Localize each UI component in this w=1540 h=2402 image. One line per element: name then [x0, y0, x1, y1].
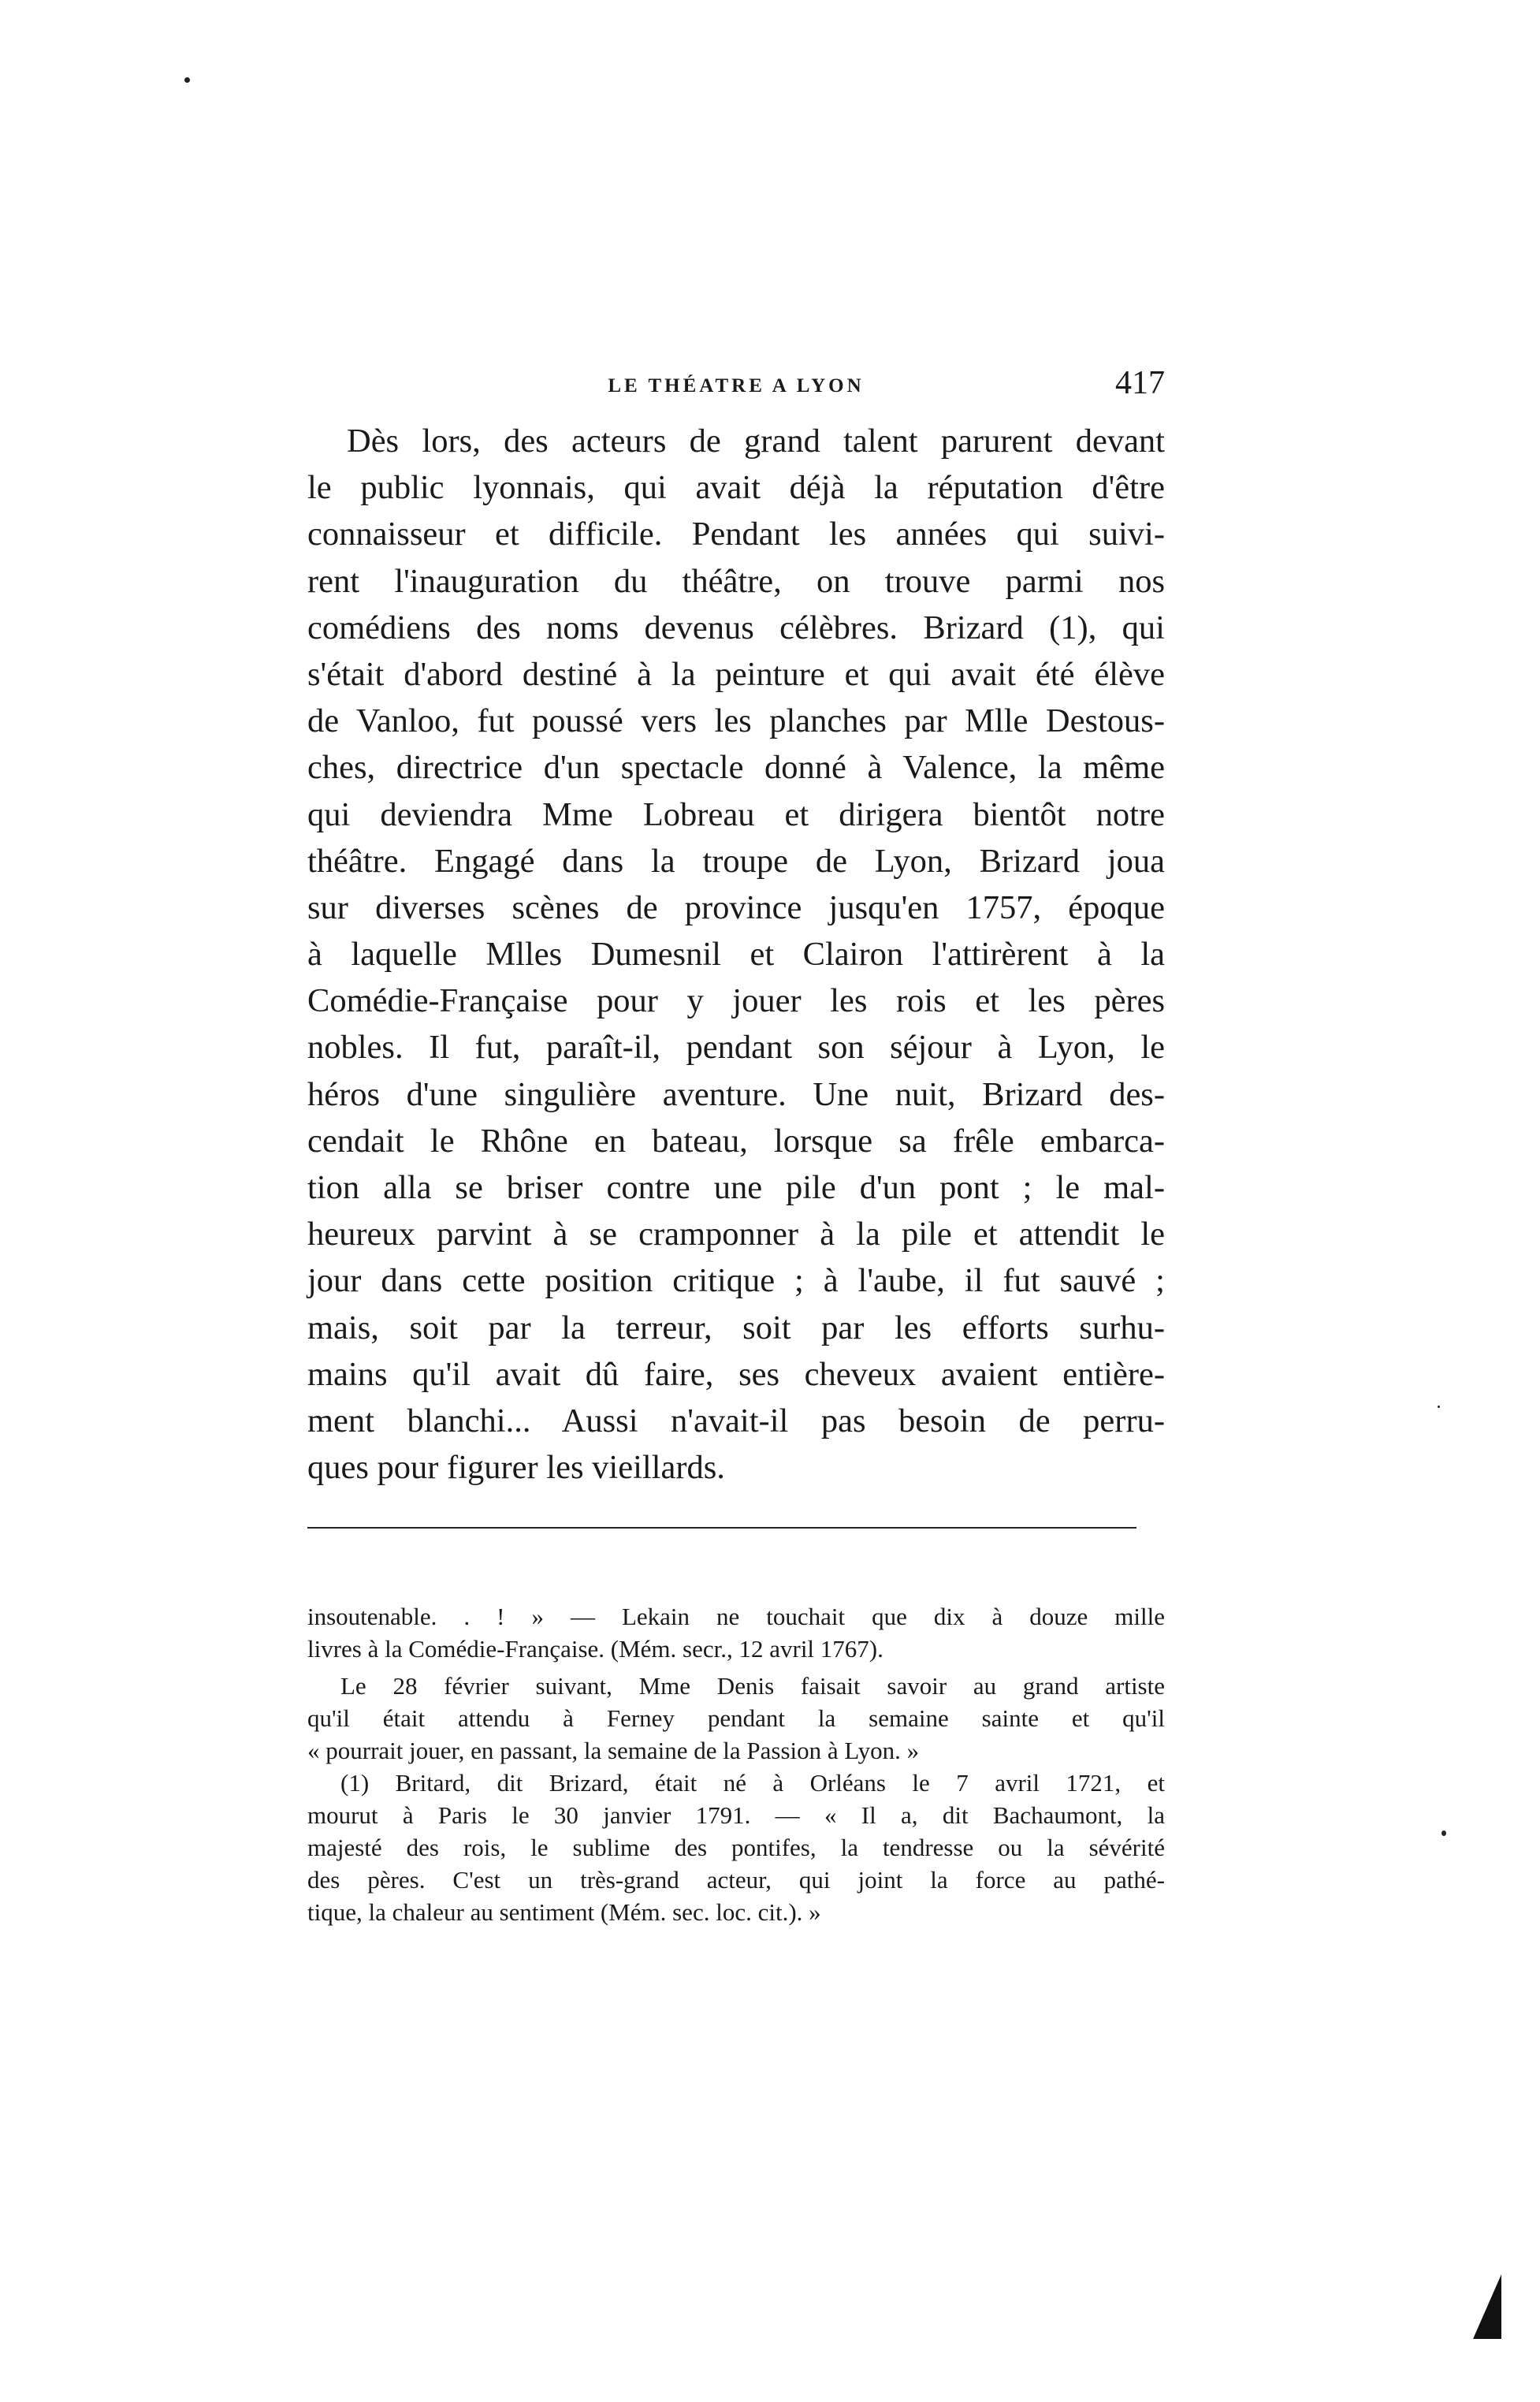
body-line: Comédie-Française pour y jouer les rois et les pères: [307, 982, 1165, 1020]
footnote-line: des pères. C'est un très-grand acteur, qui joint la force au pathé-: [307, 1866, 1165, 1894]
main-paragraph: [307, 418, 1165, 1491]
footnotes: [307, 1600, 1165, 1928]
footnote-line: mourut à Paris le 30 janvier 1791. — « Il a, dit Bachaumont, la: [307, 1801, 1165, 1829]
body-line: le public lyonnais, qui avait déjà la réputation d'être: [307, 469, 1165, 507]
scan-corner-mark: [1473, 2274, 1501, 2339]
body-line: mains qu'il avait dû faire, ses cheveux avaient entière-: [307, 1355, 1165, 1393]
body-line: connaisseur et difficile. Pendant les années qui suivi-: [307, 516, 1165, 553]
body-line: heureux parvint à se cramponner à la pile et attendit le: [307, 1216, 1165, 1253]
body-line: rent l'inauguration du théâtre, on trouve parmi nos: [307, 562, 1165, 600]
body-line: jour dans cette position critique ; à l'aube, il fut sauvé ;: [307, 1262, 1165, 1300]
footnote-line: qu'il était attendu à Ferney pendant la semaine sainte et qu'il: [307, 1704, 1165, 1732]
footnote-line: Le 28 février suivant, Mme Denis faisait savoir au grand artiste: [340, 1672, 1165, 1700]
footnote-line: (1) Britard, dit Brizard, était né à Orléans le 7 avril 1721, et: [340, 1769, 1165, 1797]
body-line: ques pour figurer les vieillards.: [307, 1449, 725, 1487]
scan-speck: [184, 77, 190, 83]
footnote-line: livres à la Comédie-Française. (Mém. secr., 12 avril 1767).: [307, 1635, 883, 1663]
footnote-line: majesté des rois, le sublime des pontifes, la tendresse ou la sévérité: [307, 1834, 1165, 1861]
body-line: ment blanchi... Aussi n'avait-il pas besoin de perru-: [307, 1402, 1165, 1439]
body-line: nobles. Il fut, paraît-il, pendant son séjour à Lyon, le: [307, 1029, 1165, 1067]
body-line: mais, soit par la terreur, soit par les efforts surhu-: [307, 1309, 1165, 1346]
body-line: à laquelle Mlles Dumesnil et Clairon l'attirèrent à la: [307, 936, 1165, 974]
footnote-line: « pourrait jouer, en passant, la semaine de la Passion à Lyon. »: [307, 1737, 920, 1764]
running-head: [307, 364, 1165, 412]
body-line: héros d'une singulière aventure. Une nuit, Brizard des-: [307, 1075, 1165, 1113]
page-number: 417: [1115, 365, 1165, 401]
scan-speck: [1441, 1830, 1446, 1836]
body-line: cendait le Rhône en bateau, lorsque sa frêle embarca-: [307, 1122, 1165, 1160]
scan-speck: [1438, 1406, 1440, 1408]
body-line: qui deviendra Mme Lobreau et dirigera bientôt notre: [307, 795, 1165, 833]
footnote-line: insoutenable. . ! » — Lekain ne touchait que dix à douze mille: [307, 1603, 1165, 1630]
body-line: comédiens des noms devenus célèbres. Brizard (1), qui: [307, 609, 1165, 646]
body-line: théâtre. Engagé dans la troupe de Lyon, Brizard joua: [307, 842, 1165, 880]
body-line: ches, directrice d'un spectacle donné à Valence, la même: [307, 749, 1165, 787]
body-line: sur diverses scènes de province jusqu'en 1757, époque: [307, 888, 1165, 926]
running-title: LE THÉATRE A LYON: [608, 375, 865, 397]
footnote-divider: [307, 1527, 1136, 1529]
body-line: s'était d'abord destiné à la peinture et qui avait été élève: [307, 655, 1165, 693]
body-line: de Vanloo, fut poussé vers les planches par Mlle Destous-: [307, 702, 1165, 740]
footnote-line: tique, la chaleur au sentiment (Mém. sec. loc. cit.). »: [307, 1898, 821, 1926]
body-line: Dès lors, des acteurs de grand talent parurent devant: [347, 423, 1165, 460]
body-line: tion alla se briser contre une pile d'un pont ; le mal-: [307, 1169, 1165, 1206]
